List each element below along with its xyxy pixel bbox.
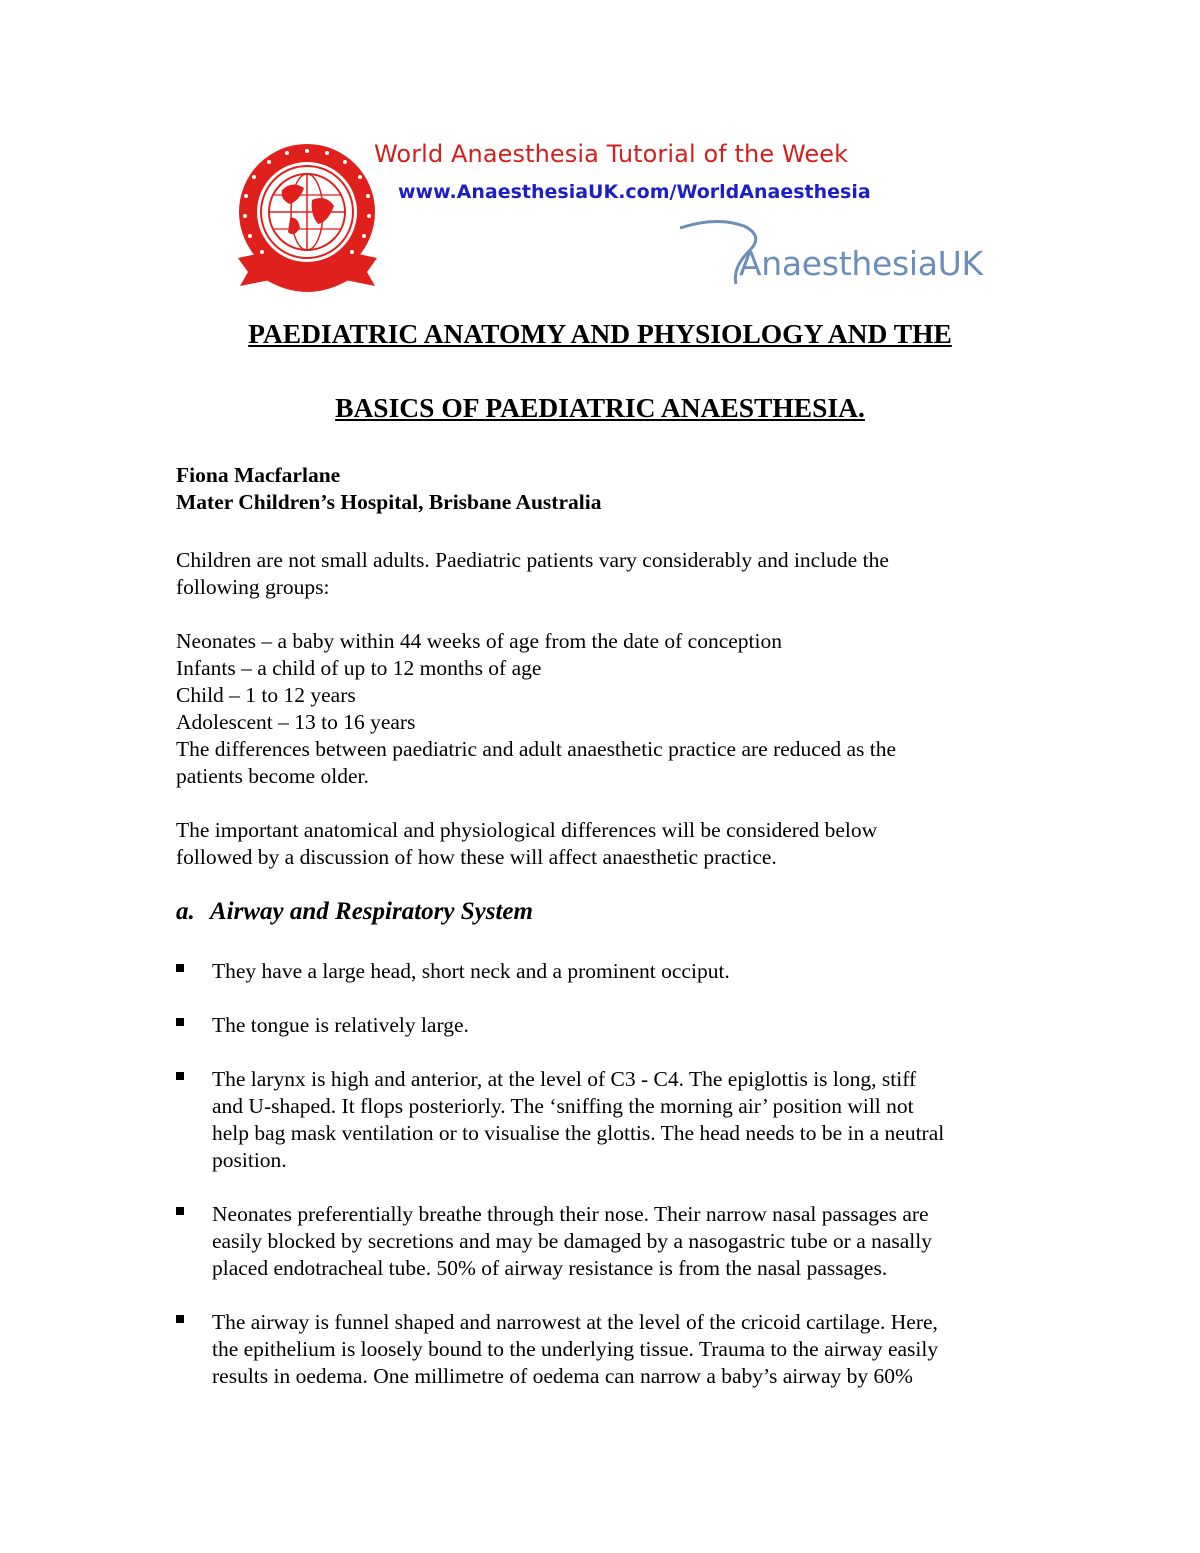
bullet-text: position. bbox=[212, 1148, 287, 1172]
intro-line: Children are not small adults. Paediatric patients vary considerably and include the bbox=[176, 548, 889, 572]
bullet-text: the epithelium is loosely bound to the underlying tissue. Trauma to the airway easily bbox=[212, 1337, 939, 1361]
group-line: Adolescent – 13 to 16 years bbox=[176, 710, 416, 734]
group-line: Child – 1 to 12 years bbox=[176, 683, 356, 707]
section-title: Airway and Respiratory System bbox=[210, 898, 533, 925]
group-line: Neonates – a baby within 44 weeks of age from the date of conception bbox=[176, 629, 782, 653]
bullet-text: results in oedema. One millimetre of oedema can narrow a baby’s airway by 60% bbox=[212, 1364, 913, 1388]
bullet-text: The tongue is relatively large. bbox=[212, 1013, 469, 1037]
section-letter: a. bbox=[176, 898, 195, 925]
summary-line: followed by a discussion of how these will affect anaesthetic practice. bbox=[176, 845, 777, 869]
bullet-icon bbox=[176, 1072, 184, 1080]
group-line: patients become older. bbox=[176, 764, 369, 788]
bullet-text: easily blocked by secretions and may be damaged by a nasogastric tube or a nasally bbox=[212, 1229, 933, 1253]
bullet-text: and U-shaped. It flops posteriorly. The ‘sniffing the morning air’ position will not bbox=[212, 1094, 914, 1118]
author-name: Fiona Macfarlane bbox=[176, 463, 341, 487]
document-title-line-1: PAEDIATRIC ANATOMY AND PHYSIOLOGY AND THE bbox=[248, 318, 952, 349]
group-line: Infants – a child of up to 12 months of age bbox=[176, 656, 542, 680]
section-heading bbox=[176, 898, 533, 926]
bullet-text: The larynx is high and anterior, at the level of C3 - C4. The epiglottis is long, stiff bbox=[212, 1067, 917, 1091]
document-title-line-2: BASICS OF PAEDIATRIC ANAESTHESIA. bbox=[335, 392, 865, 423]
bullet-text: help bag mask ventilation or to visualise the glottis. The head needs to be in a neutral bbox=[212, 1121, 945, 1145]
tutorial-series-title: World Anaesthesia Tutorial of the Week bbox=[374, 140, 849, 168]
bullet-icon bbox=[176, 1018, 184, 1026]
bullet-text: They have a large head, short neck and a prominent occiput. bbox=[212, 959, 730, 983]
bullet-icon bbox=[176, 1315, 184, 1323]
summary-line: The important anatomical and physiological differences will be considered below bbox=[176, 818, 878, 842]
wfsa-seal-logo bbox=[230, 140, 385, 300]
bullet-text: Neonates preferentially breathe through their nose. Their narrow nasal passages are bbox=[212, 1202, 929, 1226]
intro-line: following groups: bbox=[176, 575, 330, 599]
website-link[interactable]: www.AnaesthesiaUK.com/WorldAnaesthesia bbox=[398, 181, 871, 203]
bullet-icon bbox=[176, 964, 184, 972]
group-line: The differences between paediatric and adult anaesthetic practice are reduced as the bbox=[176, 737, 897, 761]
author-affiliation: Mater Children’s Hospital, Brisbane Australia bbox=[176, 490, 602, 514]
bullet-text: placed endotracheal tube. 50% of airway resistance is from the nasal passages. bbox=[212, 1256, 888, 1280]
bullet-text: The airway is funnel shaped and narrowest at the level of the cricoid cartilage. Here, bbox=[212, 1310, 938, 1334]
anaesthesiauk-logo-text: AnaesthesiaUK bbox=[739, 244, 983, 283]
bullet-icon bbox=[176, 1207, 184, 1215]
